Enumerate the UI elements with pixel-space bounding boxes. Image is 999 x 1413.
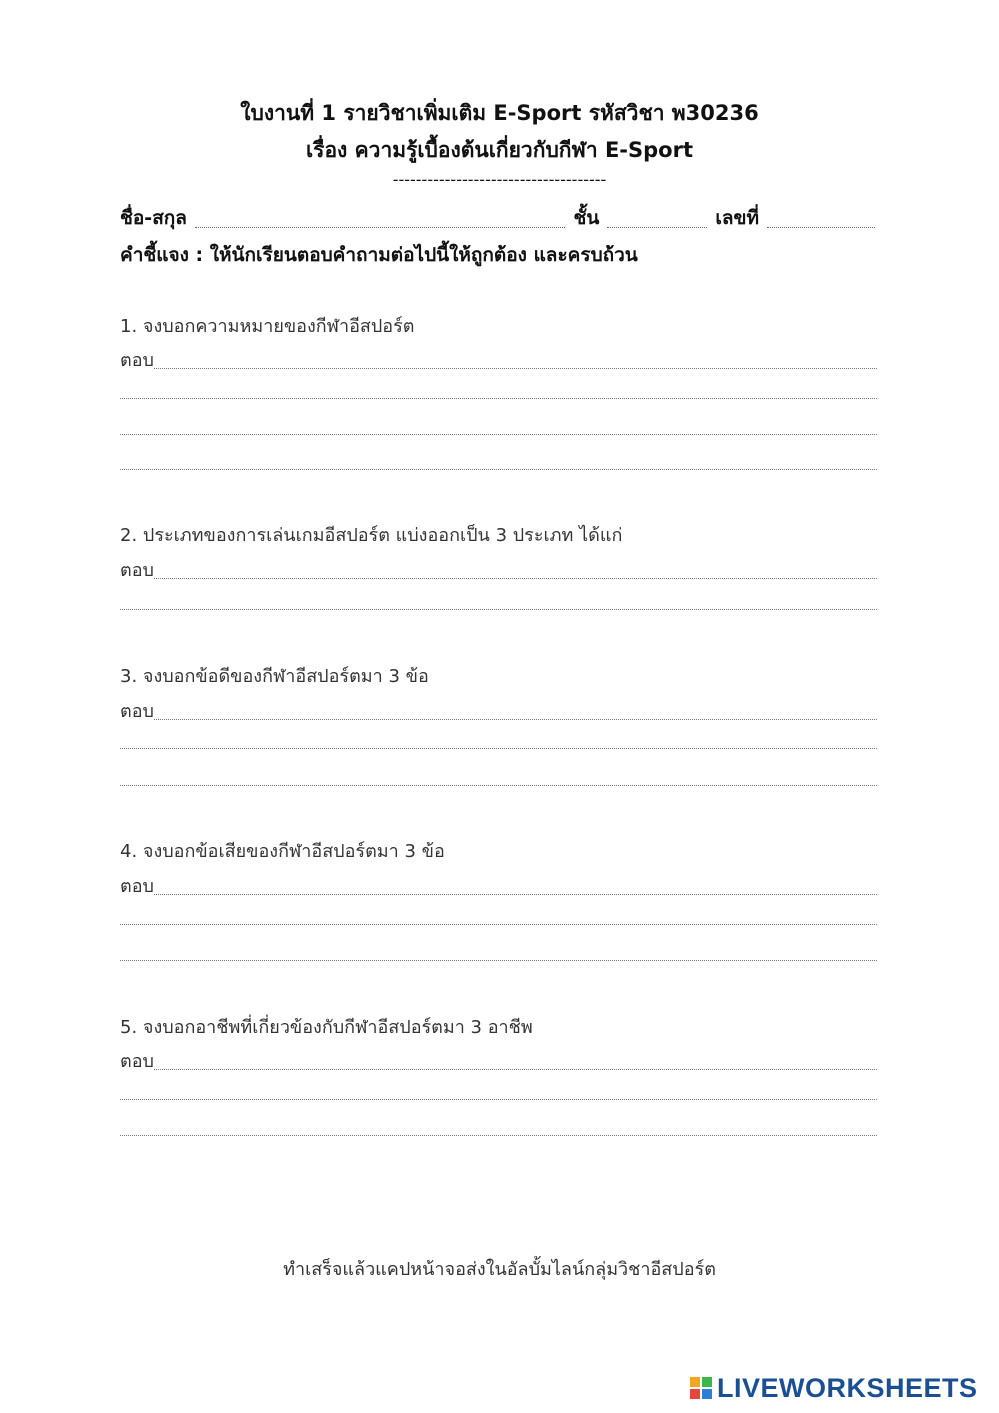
answer-label: ตอบ — [120, 876, 154, 897]
answer-row-5[interactable] — [120, 1046, 877, 1075]
instruction: คำชี้แจง : ให้นักเรียนตอบคำถามต่อไปนี้ให้ถูกต้อง และครบถ้วน — [120, 244, 638, 266]
answer-line[interactable] — [154, 894, 877, 895]
worksheet-title: ใบงานที่ 1 รายวิชาเพิ่มเติม E-Sport รหัสวิชา พ30236 — [240, 101, 759, 125]
answer-label: ตอบ — [120, 350, 154, 371]
answer-line[interactable] — [120, 434, 877, 435]
class-field[interactable] — [607, 226, 707, 228]
question-1: 1. จงบอกความหมายของกีฬาอีสปอร์ต — [120, 316, 415, 337]
number-field[interactable] — [767, 226, 875, 228]
question-2: 2. ประเภทของการเล่นเกมอีสปอร์ต แบ่งออกเป็น 3 ประเภท ได้แก่ — [120, 525, 623, 546]
answer-label: ตอบ — [120, 560, 154, 581]
answer-line[interactable] — [154, 719, 877, 720]
answer-row-3[interactable] — [120, 696, 877, 725]
answer-row-4[interactable] — [120, 871, 877, 900]
answer-line[interactable] — [154, 578, 877, 579]
answer-line[interactable] — [120, 960, 877, 961]
title-separator: ------------------------------------- — [392, 170, 607, 189]
logo-wordmark: LIVEWORKSHEETS — [717, 1372, 978, 1403]
worksheet-subtitle: เรื่อง ความรู้เบื้องต้นเกี่ยวกับกีฬา E-Sport — [305, 138, 693, 162]
answer-line[interactable] — [120, 398, 877, 399]
answer-row-1[interactable] — [120, 345, 877, 374]
answer-line[interactable] — [120, 785, 877, 786]
logo-tile — [702, 1377, 712, 1387]
answer-row-2[interactable] — [120, 555, 877, 584]
logo-tile — [702, 1389, 712, 1399]
logo-tile — [690, 1389, 700, 1399]
answer-line[interactable] — [120, 748, 877, 749]
name-label: ชื่อ-สกุล — [120, 207, 187, 229]
answer-line[interactable] — [120, 924, 877, 925]
class-label: ชั้น — [573, 207, 600, 229]
answer-line[interactable] — [154, 368, 877, 369]
number-label: เลขที่ — [715, 207, 759, 229]
student-info-row — [120, 203, 875, 233]
logo-tiles-icon — [690, 1377, 712, 1399]
answer-line[interactable] — [120, 609, 877, 610]
question-4: 4. จงบอกข้อเสียของกีฬาอีสปอร์ตมา 3 ข้อ — [120, 841, 445, 862]
name-field[interactable] — [195, 226, 566, 228]
answer-label: ตอบ — [120, 701, 154, 722]
footer-note: ทำเสร็จแล้วแคปหน้าจอส่งในอัลบั้มไลน์กลุ่มวิชาอีสปอร์ต — [283, 1259, 716, 1280]
logo-tile — [690, 1377, 700, 1387]
answer-line[interactable] — [120, 469, 877, 470]
question-5: 5. จงบอกอาชีพที่เกี่ยวข้องกับกีฬาอีสปอร์ตมา 3 อาชีพ — [120, 1017, 533, 1038]
answer-line[interactable] — [120, 1099, 877, 1100]
answer-line[interactable] — [120, 1135, 877, 1136]
answer-line[interactable] — [154, 1069, 877, 1070]
answer-label: ตอบ — [120, 1051, 154, 1072]
liveworksheets-logo[interactable] — [690, 1370, 978, 1406]
question-3: 3. จงบอกข้อดีของกีฬาอีสปอร์ตมา 3 ข้อ — [120, 666, 429, 687]
